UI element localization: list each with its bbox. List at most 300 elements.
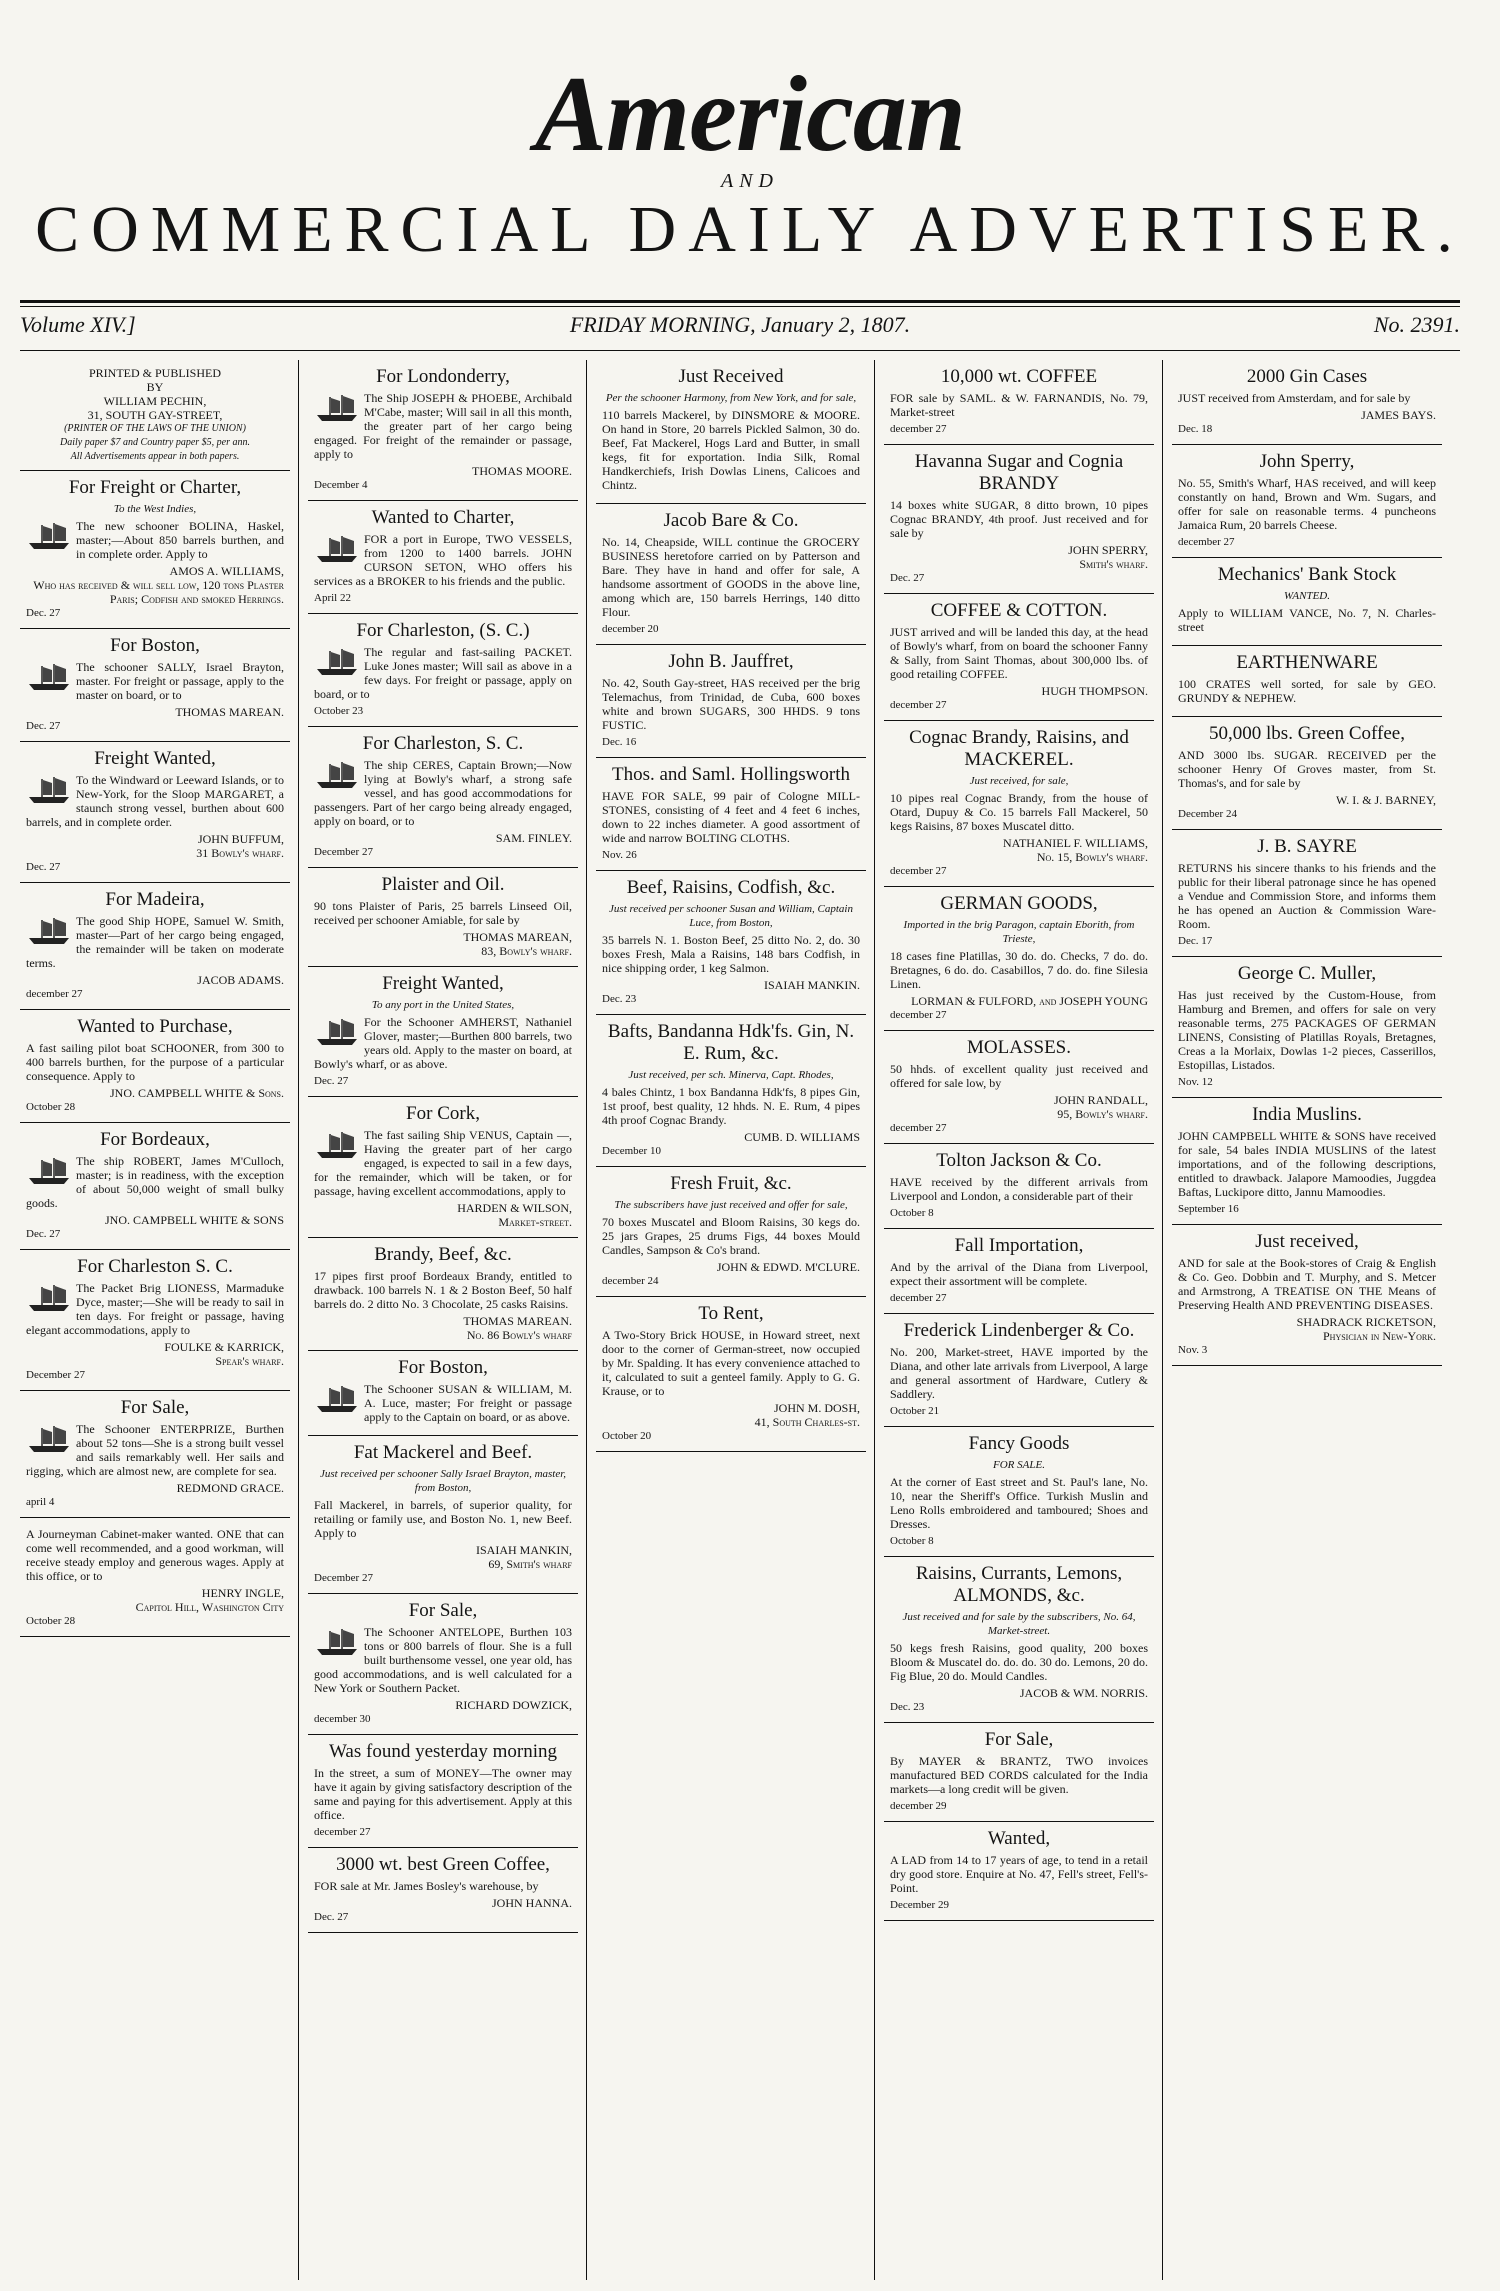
ad-address: 83, Bowly's wharf. bbox=[481, 944, 572, 958]
ad-body bbox=[890, 1175, 1148, 1203]
dateline-rule bbox=[20, 350, 1460, 351]
ad-title: Brandy, Beef, &c. bbox=[374, 1244, 512, 1265]
advertisement bbox=[308, 614, 578, 727]
ad-date: December 24 bbox=[1178, 808, 1237, 820]
advertisement bbox=[20, 1250, 290, 1391]
ad-body bbox=[314, 1879, 572, 1893]
ad-body bbox=[314, 1625, 572, 1695]
ad-signature: JOHN HANNA. bbox=[492, 1896, 572, 1910]
ad-body bbox=[1178, 1129, 1436, 1199]
ad-date: december 27 bbox=[890, 1292, 947, 1304]
advertisement bbox=[20, 471, 290, 629]
ad-body-text: JUST received from Amsterdam, and for sale by bbox=[1178, 391, 1411, 405]
ad-date: December 27 bbox=[26, 1369, 85, 1381]
ad-title: 3000 wt. best Green Coffee, bbox=[336, 1854, 550, 1875]
ad-address: 31 Bowly's wharf. bbox=[196, 846, 284, 860]
ad-body bbox=[314, 391, 572, 461]
ad-subtitle: Imported in the brig Paragon, captain Eborith, from Trieste, bbox=[903, 919, 1135, 945]
ad-body-text: 35 barrels N. 1. Boston Beef, 25 ditto No. 2, do. 30 boxes Fresh, Mala a Raisins, 148 bars Codfish, in nice shipping order, 1 keg Salmon. bbox=[602, 933, 860, 975]
advertisement bbox=[20, 629, 290, 742]
advertisement bbox=[308, 967, 578, 1097]
printer-line: PRINTED & PUBLISHED bbox=[88, 366, 221, 380]
ad-date: Nov. 26 bbox=[602, 849, 637, 861]
ad-date: Dec. 27 bbox=[26, 607, 61, 619]
ad-date: Nov. 12 bbox=[1178, 1076, 1213, 1088]
ad-title: Fat Mackerel and Beef. bbox=[353, 1442, 533, 1463]
printer-adv: All Advertisements appear in both papers. bbox=[70, 451, 240, 462]
advertisement bbox=[596, 871, 866, 1015]
ad-body-text: No. 14, Cheapside, WILL continue the GROCERY BUSINESS heretofore carried on by Patterson and Bare. They have in hand and offer for sale, A handsome assortment of GOODS in the above line, among which are, 150 barrels Herrings, 140 ditto Flour. bbox=[602, 535, 860, 619]
advertisement bbox=[884, 445, 1154, 594]
ad-address: No. 86 Bowly's wharf bbox=[466, 1328, 572, 1342]
ad-title: Beef, Raisins, Codfish, &c. bbox=[626, 877, 836, 898]
ad-body-text: FOR sale by SAML. & W. FARNANDIS, No. 79, Market-street bbox=[890, 391, 1148, 419]
ad-date: december 27 bbox=[890, 1122, 947, 1134]
ad-date: December 10 bbox=[602, 1145, 661, 1157]
advertisement bbox=[884, 1822, 1154, 1921]
ad-signature: JACOB & WM. NORRIS. bbox=[1019, 1686, 1148, 1700]
advertisement bbox=[596, 645, 866, 758]
ad-date: October 8 bbox=[890, 1535, 934, 1547]
ad-body bbox=[314, 1128, 572, 1198]
advertisement bbox=[308, 1436, 578, 1594]
ad-body-text: RETURNS his sincere thanks to his friends and the public for their liberal patronage since he has opened a Vendue and Commission Store, and informs them he has opened an Auction & Commission Ware-Room. bbox=[1178, 861, 1436, 931]
advertisement bbox=[20, 1391, 290, 1518]
ad-address: 95, Bowly's wharf. bbox=[1057, 1107, 1148, 1121]
ad-title: For Charleston S. C. bbox=[77, 1256, 233, 1277]
ad-body bbox=[890, 949, 1148, 991]
advertisement bbox=[1172, 646, 1442, 717]
ship-icon bbox=[26, 1283, 72, 1313]
advertisement bbox=[308, 1594, 578, 1735]
ad-body bbox=[602, 1328, 860, 1398]
ad-body bbox=[1178, 1256, 1436, 1312]
ad-title: Just Received bbox=[678, 366, 784, 387]
advertisement bbox=[308, 360, 578, 501]
ad-body bbox=[1178, 988, 1436, 1072]
advertisement bbox=[884, 887, 1154, 1031]
advertisement bbox=[20, 883, 290, 1010]
ad-signature: SAM. FINLEY. bbox=[495, 831, 572, 845]
column-2 bbox=[308, 360, 578, 2280]
ad-body bbox=[1178, 476, 1436, 532]
ship-icon bbox=[26, 916, 72, 946]
ad-body bbox=[26, 1281, 284, 1337]
ad-signature: HUGH THOMPSON. bbox=[1041, 684, 1148, 698]
ad-body bbox=[602, 789, 860, 845]
advertisement bbox=[1172, 717, 1442, 830]
ad-body bbox=[26, 773, 284, 829]
ad-body bbox=[1178, 391, 1436, 405]
ad-address: Smith's wharf. bbox=[1079, 557, 1148, 571]
advertisement bbox=[884, 594, 1154, 721]
ad-body-text: The Schooner ENTERPRIZE, Burthen about 52 tons—She is a strong built vessel and sails remarkably well. Her sails and rigging, which are almost new, are complete for sea. bbox=[26, 1422, 284, 1478]
ad-date: October 28 bbox=[26, 1615, 76, 1627]
ad-date: april 4 bbox=[26, 1496, 55, 1508]
ad-signature: THOMAS MOORE. bbox=[471, 464, 572, 478]
ad-body bbox=[890, 1062, 1148, 1090]
ad-body bbox=[890, 391, 1148, 419]
advertisement bbox=[884, 1557, 1154, 1723]
ad-signature: ISAIAH MANKIN. bbox=[764, 978, 860, 992]
column-4 bbox=[884, 360, 1154, 2280]
ad-date: december 27 bbox=[1178, 536, 1235, 548]
ad-body bbox=[314, 1498, 572, 1540]
volume-label: Volume XIV.] bbox=[20, 312, 136, 337]
ad-signature: JOHN RANDALL, bbox=[1054, 1093, 1148, 1107]
ad-body bbox=[26, 660, 284, 702]
ads-list bbox=[308, 360, 578, 1933]
ship-icon bbox=[314, 1017, 360, 1047]
ad-subtitle: Just received per schooner Sally Israel Brayton, master, from Boston, bbox=[319, 1468, 567, 1494]
ad-title: Frederick Lindenberger & Co. bbox=[903, 1320, 1135, 1341]
ad-subtitle: To any port in the United States, bbox=[371, 999, 515, 1011]
ad-address: Market-street. bbox=[498, 1215, 572, 1229]
ad-body bbox=[602, 1085, 860, 1127]
ad-body bbox=[314, 532, 572, 588]
ad-title: 10,000 wt. COFFEE bbox=[940, 366, 1098, 387]
ad-title: For Cork, bbox=[406, 1103, 480, 1124]
ad-title: Jacob Bare & Co. bbox=[663, 510, 799, 531]
ad-body bbox=[26, 1154, 284, 1210]
ad-signature: JOHN SPERRY, bbox=[1068, 543, 1148, 557]
ship-icon bbox=[26, 1424, 72, 1454]
ad-body-text: And by the arrival of the Diana from Liverpool, expect their assortment will be complete. bbox=[890, 1260, 1148, 1288]
ad-date: December 27 bbox=[314, 846, 373, 858]
ad-title: Freight Wanted, bbox=[94, 748, 216, 769]
ad-date: October 21 bbox=[890, 1405, 940, 1417]
ad-date: September 16 bbox=[1178, 1203, 1239, 1215]
ad-body-text: 18 cases fine Platillas, 30 do. do. Checks, 7 do. do. Bretagnes, 6 do. do. Casabillos, 7 do. do. fine Silesia Linen. bbox=[890, 949, 1148, 991]
masthead-title: American bbox=[534, 55, 965, 174]
ad-date: december 29 bbox=[890, 1800, 947, 1812]
ad-body-text: 50 hhds. of excellent quality just received and offered for sale low, by bbox=[890, 1062, 1148, 1090]
ad-signature: FOULKE & KARRICK, bbox=[164, 1340, 284, 1354]
advertisement bbox=[884, 1144, 1154, 1229]
ship-icon bbox=[314, 1627, 360, 1657]
ad-body-text: FOR sale at Mr. James Bosley's warehouse, by bbox=[314, 1879, 539, 1893]
ad-body-text: No. 42, South Gay-street, HAS received per the brig Telemachus, from Trinidad, de Cuba, 600 boxes white and brown SUGARS, 300 HHDS. 9 tons FUSTIC. bbox=[602, 676, 860, 732]
advertisement bbox=[596, 504, 866, 645]
ad-body-text: No. 55, Smith's Wharf, HAS received, and will keep constantly on hand, Brown and Wm. Sugars, and offer for sale on reasonable terms. 4 puncheons Jamaica Rum, 20 barrels Cheese. bbox=[1178, 476, 1436, 532]
ad-body bbox=[26, 1041, 284, 1083]
ad-date: december 30 bbox=[314, 1713, 371, 1725]
advertisement bbox=[596, 360, 866, 504]
ad-signature: REDMOND GRACE. bbox=[176, 1481, 284, 1495]
ad-body bbox=[602, 535, 860, 619]
ad-signature: JOHN & EDWD. M'CLURE. bbox=[716, 1260, 860, 1274]
ad-body bbox=[602, 408, 860, 492]
ad-body-text: The Schooner SUSAN & WILLIAM, M. A. Luce, master; For freight or passage apply to the Captain on board, or as above. bbox=[364, 1382, 572, 1424]
ad-title: Bafts, Bandanna Hdk'fs. Gin, N. E. Rum, &c. bbox=[607, 1021, 855, 1064]
ad-signature: NATHANIEL F. WILLIAMS, bbox=[1002, 836, 1148, 850]
advertisement bbox=[20, 1010, 290, 1123]
ship-icon bbox=[26, 1156, 72, 1186]
ad-title: EARTHENWARE bbox=[1236, 652, 1378, 673]
ad-title: Wanted, bbox=[987, 1828, 1051, 1849]
ad-subtitle: FOR SALE. bbox=[993, 1459, 1045, 1471]
ad-date: Dec. 27 bbox=[26, 1228, 61, 1240]
ad-date: december 27 bbox=[26, 988, 83, 1000]
advertisement bbox=[884, 360, 1154, 445]
ad-subtitle: Just received, per sch. Minerva, Capt. Rhodes, bbox=[628, 1069, 834, 1081]
ad-title: Thos. and Saml. Hollingsworth bbox=[611, 764, 851, 785]
ad-title: Wanted to Charter, bbox=[371, 507, 515, 528]
ad-body-text: At the corner of East street and St. Paul's lane, No. 10, near the Sheriff's Office. Turkish Muslin and Leno Rolls embroidered and tamboured; Shoes and Dresses. bbox=[890, 1475, 1148, 1531]
ad-title: MOLASSES. bbox=[967, 1037, 1071, 1058]
advertisement bbox=[20, 742, 290, 883]
column-5 bbox=[1172, 360, 1442, 2280]
column-1 bbox=[20, 360, 290, 2280]
ad-title: George C. Muller, bbox=[1237, 963, 1377, 984]
ad-title: For Madeira, bbox=[105, 889, 205, 910]
ad-body bbox=[890, 791, 1148, 833]
ad-signature: THOMAS MAREAN. bbox=[175, 705, 284, 719]
ad-title: For Sale, bbox=[408, 1600, 478, 1621]
ad-body-text: 14 boxes white SUGAR, 8 ditto brown, 10 pipes Cognac BRANDY, 4th proof. Just received and for sale by bbox=[890, 498, 1148, 540]
ad-date: October 28 bbox=[26, 1101, 76, 1113]
ad-body bbox=[890, 1641, 1148, 1683]
ad-address: Physician in New-York. bbox=[1323, 1329, 1436, 1343]
advertisement bbox=[884, 1229, 1154, 1314]
ad-address: Who has received & will sell low, 120 tons Plaster Paris; Codfish and smoked Herrings. bbox=[33, 578, 284, 606]
ad-title: Was found yesterday morning bbox=[329, 1741, 557, 1762]
ad-body-text: To the Windward or Leeward Islands, or to New-York, for the Sloop MARGARET, a staunch strong vessel, burthen about 600 barrels, and in complete order. bbox=[26, 773, 284, 829]
advertisement bbox=[884, 721, 1154, 887]
ad-body bbox=[890, 1260, 1148, 1288]
ad-signature: JOHN BUFFUM, bbox=[197, 832, 284, 846]
advertisement bbox=[1172, 1225, 1442, 1366]
ad-body-text: 100 CRATES well sorted, for sale by GEO. GRUNDY & NEPHEW. bbox=[1178, 677, 1436, 705]
ad-title: 2000 Gin Cases bbox=[1246, 366, 1368, 387]
ad-signature: ISAIAH MANKIN, bbox=[476, 1543, 572, 1557]
ad-signature: JACOB ADAMS. bbox=[197, 973, 284, 987]
printer-notice bbox=[20, 360, 290, 471]
ad-date: December 29 bbox=[890, 1899, 949, 1911]
ad-body bbox=[890, 1475, 1148, 1531]
advertisement bbox=[20, 1518, 290, 1637]
ad-signature: HENRY INGLE, bbox=[201, 1586, 284, 1600]
ad-body bbox=[26, 519, 284, 561]
ad-body bbox=[314, 645, 572, 701]
ship-icon bbox=[314, 1130, 360, 1160]
ad-title: COFFEE & COTTON. bbox=[930, 600, 1108, 621]
ad-signature: CUMB. D. WILLIAMS bbox=[744, 1130, 860, 1144]
ad-body-text: The ship CERES, Captain Brown;—Now lying at Bowly's wharf, a strong safe vessel, and has good accommodations for passengers. Part of her cargo being already engaged, apply on board, or to bbox=[314, 758, 572, 828]
ship-icon bbox=[314, 647, 360, 677]
ad-subtitle: WANTED. bbox=[1284, 590, 1330, 602]
ad-subtitle: The subscribers have just received and offer for sale, bbox=[614, 1199, 848, 1211]
masthead-and: AND bbox=[721, 170, 779, 192]
ad-subtitle: Just received per schooner Susan and William, Captain Luce, from Boston, bbox=[608, 903, 853, 929]
ad-date: Nov. 3 bbox=[1178, 1344, 1208, 1356]
ad-title: For Freight or Charter, bbox=[68, 477, 242, 498]
advertisement bbox=[884, 1031, 1154, 1144]
ad-body bbox=[602, 1215, 860, 1257]
ad-date: Dec. 27 bbox=[26, 720, 61, 732]
ad-body bbox=[890, 1345, 1148, 1401]
ad-body bbox=[890, 625, 1148, 681]
ad-date: december 27 bbox=[890, 699, 947, 711]
ad-body-text: A LAD from 14 to 17 years of age, to tend in a retail dry good store. Enquire at No. 47, Fell's street, Fell's-Point. bbox=[890, 1853, 1148, 1895]
ad-date: december 24 bbox=[602, 1275, 659, 1287]
ad-body-text: HAVE FOR SALE, 99 pair of Cologne MILL-STONES, consisting of 4 feet and 4 feet 6 inches, down to 22 inches diameter. A good assortment of wide and narrow BOLTING CLOTHS. bbox=[602, 789, 860, 845]
ad-date: december 27 bbox=[890, 1009, 947, 1021]
ad-signature: JNO. CAMPBELL WHITE & SONS bbox=[104, 1213, 284, 1227]
ship-icon bbox=[314, 760, 360, 790]
ad-date: december 27 bbox=[890, 865, 947, 877]
ad-address: Capitol Hill, Washington City bbox=[135, 1600, 284, 1614]
ad-body-text: HAVE received by the different arrivals from Liverpool and London, a considerable part of their bbox=[890, 1175, 1148, 1203]
ad-title: For Boston, bbox=[398, 1357, 488, 1378]
ad-subtitle: Just received, for sale, bbox=[969, 775, 1069, 787]
advertisement bbox=[1172, 957, 1442, 1098]
ad-body bbox=[314, 758, 572, 828]
ads-list bbox=[596, 360, 866, 1452]
ad-date: Dec. 27 bbox=[314, 1911, 349, 1923]
ad-signature: THOMAS MAREAN. bbox=[463, 1314, 572, 1328]
ad-body-text: Has just received by the Custom-House, from Hamburg and Bremen, and offers for sale on very reasonable terms, 275 PACKAGES OF GERMAN LINENS, Consisting of Platillas Royals, Bretagnes, Creas a la Morlaix, Dowlas 1-2 pieces, Casserillos, Estopillas, Listados. bbox=[1178, 988, 1436, 1072]
ad-date: Dec. 23 bbox=[890, 1701, 925, 1713]
ad-signature: THOMAS MAREAN, bbox=[463, 930, 572, 944]
ad-body bbox=[1178, 748, 1436, 790]
ad-body bbox=[1178, 677, 1436, 705]
ad-body-text: 50 kegs fresh Raisins, good quality, 200 boxes Bloom & Muscatel do. do. do. 30 do. Lemons, 20 do. Fig Blue, 20 do. Mould Candles. bbox=[890, 1641, 1148, 1683]
ad-body-text: 10 pipes real Cognac Brandy, from the house of Otard, Dupuy & Co. 15 barrels Fall Mackerel, 50 kegs Raisins, 87 boxes Muscatel ditto. bbox=[890, 791, 1148, 833]
ad-body bbox=[602, 676, 860, 732]
ad-body bbox=[314, 1766, 572, 1822]
ad-body bbox=[890, 1853, 1148, 1895]
ad-date: december 27 bbox=[314, 1826, 371, 1838]
ad-body bbox=[26, 914, 284, 970]
ad-body-text: The good Ship HOPE, Samuel W. Smith, master—Part of her cargo being engaged, the remainder will be taken on moderate terms. bbox=[26, 914, 284, 970]
ad-body bbox=[314, 1015, 572, 1071]
ad-body bbox=[890, 498, 1148, 540]
advertisement bbox=[884, 1723, 1154, 1822]
ad-signature: JAMES BAYS. bbox=[1361, 408, 1436, 422]
ad-signature: W. I. & J. BARNEY, bbox=[1335, 793, 1436, 807]
issue-date: FRIDAY MORNING, January 2, 1807. bbox=[569, 312, 911, 337]
advertisement bbox=[308, 1238, 578, 1351]
advertisement bbox=[308, 1735, 578, 1848]
ad-body-text: The Packet Brig LIONESS, Marmaduke Dyce, master;—She will be ready to sail in ten days. For freight or passage, having elegant accommodations, apply to bbox=[26, 1281, 284, 1337]
ad-date: december 27 bbox=[890, 423, 947, 435]
ad-date: Dec. 27 bbox=[314, 1075, 349, 1087]
advertisement bbox=[308, 727, 578, 868]
ad-body-text: The ship ROBERT, James M'Culloch, master; is in readiness, with the exception of about 50,000 weight of small bulky goods. bbox=[26, 1154, 284, 1210]
ad-body-text: AND for sale at the Book-stores of Craig & English & Co. Geo. Dobbin and T. Murphy, and S. Metcer and Armstrong, A TREATISE ON THE Means of Preserving Health AND PREVENTING DISEASES. bbox=[1178, 1256, 1436, 1312]
ad-title: For Boston, bbox=[110, 635, 200, 656]
ad-body-text: A Two-Story Brick HOUSE, in Howard street, next door to the corner of German-street, now occupied by Mr. Spalding. It has every convenience attached to it, calculated to suit a genteel family. Apply to G. G. Krause, or to bbox=[602, 1328, 860, 1398]
ad-body bbox=[314, 1382, 572, 1424]
ad-body-text: A Journeyman Cabinet-maker wanted. ONE that can come well recommended, and a good workman, will receive steady employ and generous wages. Apply at this office, or to bbox=[26, 1527, 284, 1583]
ad-title: Mechanics' Bank Stock bbox=[1217, 564, 1397, 585]
ship-icon bbox=[26, 775, 72, 805]
ad-body bbox=[26, 1422, 284, 1478]
ad-date: Dec. 27 bbox=[26, 861, 61, 873]
ad-title: Plaister and Oil. bbox=[381, 874, 505, 895]
ad-title: Fall Importation, bbox=[954, 1235, 1084, 1256]
advertisement bbox=[596, 1297, 866, 1452]
ad-body-text: In the street, a sum of MONEY—The owner may have it again by giving satisfactory description of the same and paying for this advertisement. Apply at this office. bbox=[314, 1766, 572, 1822]
ad-signature: SHADRACK RICKETSON, bbox=[1296, 1315, 1436, 1329]
ship-icon bbox=[314, 393, 360, 423]
ad-date: April 22 bbox=[314, 592, 351, 604]
ad-subtitle: Just received and for sale by the subscribers, No. 64, Market-street. bbox=[902, 1611, 1136, 1637]
ad-body-text: 4 bales Chintz, 1 box Bandanna Hdk'fs, 8 pipes Gin, 1st proof, best quality, 12 hhds. N. E. Rum, 4 pipes 4th proof Cognac Brandy. bbox=[602, 1085, 860, 1127]
ad-date: Dec. 18 bbox=[1178, 423, 1213, 435]
ad-body-text: The fast sailing Ship VENUS, Captain —, Having the greater part of her cargo engaged, is expected to sail in a few days, for the remainder, which will be taken, or for passage, having excellent accommodations, apply to bbox=[314, 1128, 572, 1198]
ship-icon bbox=[26, 521, 72, 551]
ad-date: Dec. 27 bbox=[890, 572, 925, 584]
ad-title: India Muslins. bbox=[1252, 1104, 1362, 1125]
ad-title: For Londonderry, bbox=[376, 366, 510, 387]
ad-body-text: JOHN CAMPBELL WHITE & SONS have received for sale, 54 bales INDIA MUSLINS of the latest importations, and of the following descriptions, entitled to drawback. Jalapore Mamoodies, Juggdea Baftas, Luckipore ditto, Jannu Mamoodies. bbox=[1178, 1129, 1436, 1199]
ad-body-text: The Ship JOSEPH & PHOEBE, Archibald M'Cabe, master; Will sail in all this month, the greater part of her cargo being engaged. For freight of the remainder or passage, apply to bbox=[314, 391, 572, 461]
ad-title: Tolton Jackson & Co. bbox=[936, 1150, 1102, 1171]
ad-title: Fresh Fruit, &c. bbox=[670, 1173, 792, 1194]
ad-title: Raisins, Currants, Lemons, ALMONDS, &c. bbox=[915, 1563, 1123, 1606]
ad-title: For Sale, bbox=[120, 1397, 190, 1418]
ad-date: December 27 bbox=[314, 1572, 373, 1584]
ad-address: Spear's wharf. bbox=[215, 1354, 284, 1368]
ad-title: For Charleston, S. C. bbox=[362, 733, 524, 754]
ad-title: Havanna Sugar and Cognia BRANDY bbox=[914, 451, 1124, 494]
ad-body bbox=[1178, 861, 1436, 931]
printer-name: WILLIAM PECHIN, bbox=[103, 394, 207, 408]
ad-title: To Rent, bbox=[698, 1303, 764, 1324]
ad-date: Dec. 17 bbox=[1178, 935, 1213, 947]
advertisement bbox=[596, 1167, 866, 1297]
ad-signature: LORMAN & FULFORD, and JOSEPH YOUNG bbox=[911, 994, 1148, 1008]
ad-signature: RICHARD DOWZICK, bbox=[455, 1698, 572, 1712]
advertisement bbox=[308, 1097, 578, 1238]
ad-title: Just received, bbox=[1255, 1231, 1359, 1252]
advertisement bbox=[1172, 1098, 1442, 1225]
ads-list bbox=[20, 471, 290, 1637]
advertisement bbox=[1172, 830, 1442, 957]
printer-line: (PRINTER OF THE LAWS OF THE UNION) bbox=[64, 423, 246, 434]
ad-date: Dec. 23 bbox=[602, 993, 637, 1005]
ad-body-text: The Schooner ANTELOPE, Burthen 103 tons or 800 barrels of flour. She is a full built burthensome vessel, one year old, has good accommodations, and is well calculated for a New York or Southern Packet. bbox=[314, 1625, 572, 1695]
ad-body-text: No. 200, Market-street, HAVE imported by the Diana, and other late arrivals from Liverpool, A large and general assortment of Hardware, Cutlery & Saddlery. bbox=[890, 1345, 1148, 1401]
advertisement bbox=[596, 758, 866, 871]
ad-body bbox=[1178, 606, 1436, 634]
columns bbox=[20, 360, 1460, 2280]
ship-icon bbox=[26, 662, 72, 692]
ad-signature: AMOS A. WILLIAMS, bbox=[169, 564, 284, 578]
ad-body-text: 110 barrels Mackerel, by DINSMORE & MOORE. On hand in Store, 20 barrels Pickled Salmon, 30 do. Beef, Fat Mackerel, Hogs Lard and Butter, in small kegs, fit for exportation. India Silk, Romal Handkerchiefs, Irish Dowlas Linens, Calicoes and Chintz. bbox=[602, 408, 860, 492]
ad-address: 41, South Charles-st. bbox=[754, 1415, 860, 1429]
ad-title: Cognac Brandy, Raisins, and MACKEREL. bbox=[909, 727, 1129, 770]
ad-title: J. B. SAYRE bbox=[1257, 836, 1357, 857]
ad-subtitle: Per the schooner Harmony, from New York, and for sale, bbox=[605, 392, 857, 404]
ad-date: October 23 bbox=[314, 705, 364, 717]
ad-title: GERMAN GOODS, bbox=[940, 893, 1098, 914]
advertisement bbox=[308, 868, 578, 967]
ad-title: John Sperry, bbox=[1259, 451, 1355, 472]
ad-body-text: Apply to WILLIAM VANCE, No. 7, N. Charles-street bbox=[1178, 606, 1436, 634]
ad-body-text: FOR a port in Europe, TWO VESSELS, from 1200 to 1400 barrels. JOHN CURSON SETON, WHO offers his services as a BROKER to his friends and the public. bbox=[314, 532, 572, 588]
ad-body-text: The schooner SALLY, Israel Brayton, master. For freight or passage, apply to the master on board, or to bbox=[76, 660, 284, 702]
ad-subtitle: To the West Indies, bbox=[113, 503, 197, 515]
ad-body-text: 90 tons Plaister of Paris, 25 barrels Linseed Oil, received per schooner Amiable, for sale by bbox=[314, 899, 572, 927]
ad-body-text: A fast sailing pilot boat SCHOONER, from 300 to 400 barrels burthen, for the purpose of a particular consequence. Apply to bbox=[26, 1041, 284, 1083]
ad-signature: JNO. CAMPBELL WHITE & Sons. bbox=[109, 1086, 284, 1100]
ad-signature: JOHN M. DOSH, bbox=[773, 1401, 860, 1415]
ad-body bbox=[602, 933, 860, 975]
printer-line: BY bbox=[146, 380, 164, 394]
